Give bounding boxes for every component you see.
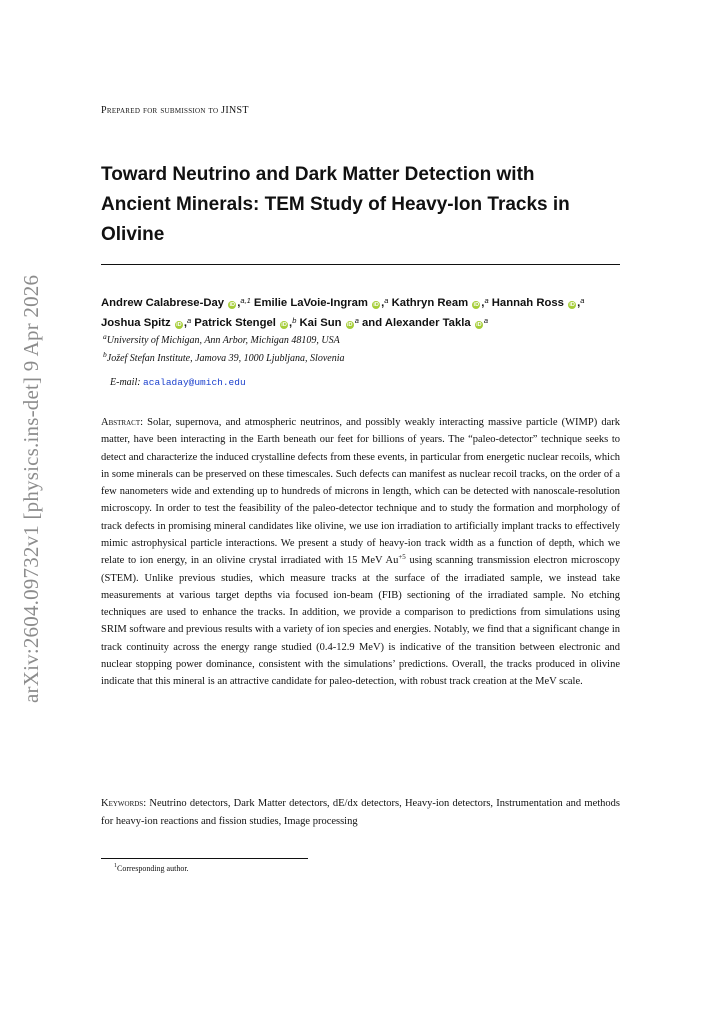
author-name: Kathryn Ream xyxy=(391,297,469,309)
abstract-label: Abstract xyxy=(101,417,141,428)
affiliation xyxy=(103,350,623,364)
affiliation xyxy=(103,332,623,346)
ion-charge: +5 xyxy=(398,553,406,562)
arxiv-sidebar xyxy=(19,258,51,703)
orcid-icon[interactable]: iD xyxy=(229,302,235,308)
author-affil-mark: a xyxy=(384,296,389,305)
author-name: Andrew Calabrese-Day xyxy=(101,297,225,309)
keywords-label: Keywords xyxy=(101,798,144,809)
author-affil-mark: a xyxy=(186,316,192,325)
title-line: Toward Neutrino and Dark Matter Detection with xyxy=(101,164,535,185)
arxiv-identifier: arXiv:2604.09732v1 [physics.ins-det] 9 Apr 2026 xyxy=(19,274,43,703)
footnote-mark: 1 xyxy=(114,863,117,869)
author-affil-mark: a xyxy=(483,316,488,325)
keywords: Keywords: Neutrino detectors, Dark Matter detectors, dE/dx detectors, Heavy-ion detectors, Instrumentation and methods for heavy-ion reactions and fission studies, Image processing xyxy=(101,798,620,827)
title-line: Olivine xyxy=(101,224,165,245)
abstract: Abstract: Solar, supernova, and atmospheric neutrinos, and possibly weakly interacting massive particle (WIMP) dark matter, have been interacting in the Earth beneath our feet for billions of years. The “paleo-detector” technique seeks to detect and characterize the induced crystalline defects from these events, in particular from energetic nuclear recoils, which in some minerals can be preserved on these timescales. Such defects can manifest as nuclear recoil tracks, on the order of a few nanometers wide and extending up to hundreds of microns in length, which can be detected with nanoscale-resolution microscopy. In order to test the feasibility of the paleo-detector technique and to study the formation and morphology of track defects in promising mineral candidates like olivine, we use ion irradiation to artificially implant tracks to effectively mimic astrophysical particle interactions. We present a study of heavy-ion track width as a function of depth, which we relate to ion energy, in an olivine crystal irradiated with 15 MeV $Au^{+5}$ using scanning transmission electron microscopy (STEM). Unlike previous studies, which measure tracks at the surface of the irradiated sample, we instead take measurements at various target depths via focused ion-beam (FIB) sectioning of the irradiated sample. No etching techniques are used to enhance the tracks. In addition, we provide a comparison to predictions from simulations using SRIM software and previous results with a variety of ion species and energies. Notably, we find that a significant change in track continuity across the energy range studied (0.4-12.9 MeV) is indicative of the transition between electronic and nuclear stopping power dominance, consistent with the simulations’ predictions. Overall, the tracks produced in olivine indicate that this mineral is an attractive candidate for paleo-detection, with robust track creation at the MeV scale. xyxy=(101,417,621,688)
footnote-rule xyxy=(101,858,308,859)
orcid-icon[interactable]: iD xyxy=(569,302,575,308)
author-name: Emilie LaVoie-Ingram xyxy=(253,297,368,309)
title-rule xyxy=(101,264,620,265)
affiliation-text: University of Michigan, Ann Arbor, Michigan 48109, USA xyxy=(106,335,340,346)
author-name: Joshua Spitz xyxy=(101,317,171,329)
author-affil-mark: b xyxy=(292,316,297,325)
affiliation-mark: a xyxy=(103,332,107,341)
author-affil-mark: a xyxy=(354,316,359,325)
author-name: Kai Sun xyxy=(299,317,342,329)
orcid-icon[interactable]: iD xyxy=(473,302,480,308)
author-affil-mark: a xyxy=(580,296,585,305)
orcid-icon[interactable]: iD xyxy=(373,302,379,308)
footnote-text: Corresponding author. xyxy=(117,864,189,873)
affiliation-mark: b xyxy=(103,350,107,359)
orcid-icon[interactable]: iD xyxy=(476,322,482,328)
orcid-icon[interactable]: iD xyxy=(281,322,287,328)
footnote xyxy=(114,864,189,873)
orcid-icon[interactable]: iD xyxy=(176,322,182,328)
affiliation-text: Jožef Stefan Institute, Jamova 39, 1000 Ljubljana, Slovenia xyxy=(106,353,345,364)
email-link[interactable]: acaladay@umich.edu xyxy=(143,377,246,388)
submission-note: Prepared for submission to JINST xyxy=(101,105,249,116)
contact-email xyxy=(110,377,246,388)
author-name: Alexander Takla xyxy=(384,317,471,329)
author-conjunction: and xyxy=(362,317,383,329)
email-label: E-mail: xyxy=(110,377,141,388)
abstract-text: Solar, supernova, and atmospheric neutrinos, and possibly weakly interacting massive particle (WIMP) dark matter, have been interacting in the Earth beneath our feet for billions of years. The “paleo-detector” technique seeks to detect and characterize the induced crystalline defects from these events, in particular from energetic nuclear recoils, which in some minerals can be preserved on these timescales. Such defects can manifest as nuclear recoil tracks, on the order of a few nanometers wide and extending up to hundreds of microns in length, which can be detected with nanoscale-resolution microscopy. In order to test the feasibility of the paleo-detector technique and to study the formation and morphology of track defects in promising mineral candidates like olivine, we use ion irradiation to artificially implant tracks to effectively mimic astrophysical particle interactions. We present a study of heavy-ion track width as a function of depth, which we relate to ion energy, in an olivine crystal irradiated with 15 MeV Au xyxy=(101,417,620,567)
keywords-text: Neutrino detectors, Dark Matter detectors, dE/dx detectors, Heavy-ion detectors, Instrumentation and methods for heavy-ion reactions and fission studies, Image processing xyxy=(101,798,620,827)
paper-title xyxy=(101,160,621,250)
abstract-text: using scanning transmission electron microscopy (STEM). Unlike previous studies, which measure tracks at the surface of the irradiated sample, we instead take measurements at various target depths via focused ion-beam (FIB) sectioning of the irradiated sample. No etching techniques are used to enhance the tracks. In addition, we provide a comparison to predictions from simulations using SRIM software and previous results with a variety of ion species and energies. Notably, we find that a significant change in track continuity across the energy range studied (0.4-12.9 MeV) is indicative of the transition between electronic and nuclear stopping power dominance, consistent with the simulations’ predictions. Overall, the tracks produced in olivine indicate that this mineral is an attractive candidate for paleo-detection, with robust track creation at the MeV scale. xyxy=(101,555,621,688)
author-name: Hannah Ross xyxy=(491,297,564,309)
title-line: Ancient Minerals: TEM Study of Heavy-Ion Tracks in xyxy=(101,194,570,215)
author-name: Patrick Stengel xyxy=(194,317,276,329)
author-affil-mark: a,1 xyxy=(240,296,251,305)
author-list: Andrew Calabrese-Day iD ,$^{a,1}$ Emilie LaVoie-Ingram iD ,$^a$ Kathryn Ream iD ,$^a$ Hannah Ross iD ,$^a$ Joshua Spitz iD ,$^a$ Patrick Stengel iD ,$^b$ Kai Sun iD $^a$ and Alexander Takla iD $^a$ xyxy=(101,296,585,329)
author-affil-mark: a xyxy=(484,296,489,305)
orcid-icon[interactable]: iD xyxy=(346,322,353,328)
